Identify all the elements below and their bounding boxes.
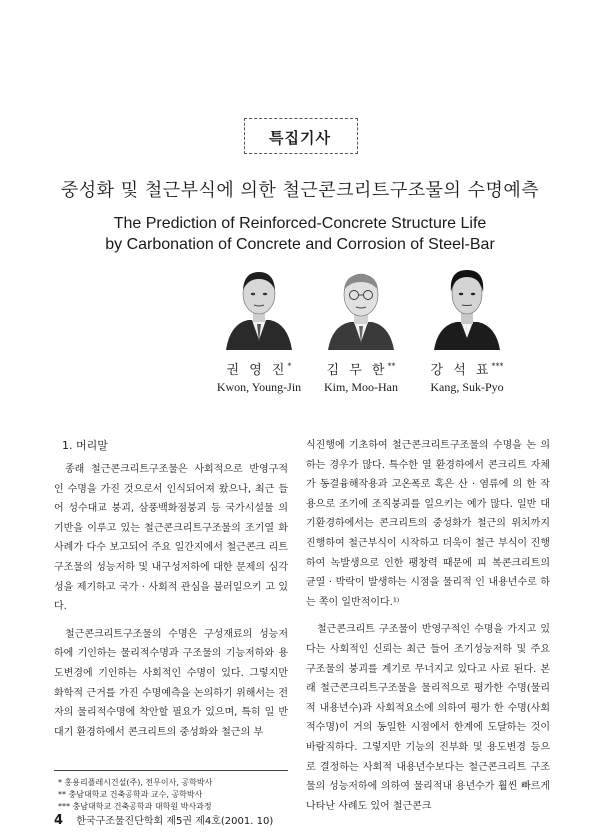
author-name-korean: 김 무 한** [326, 361, 396, 378]
author-name-korean: 권 영 진* [226, 361, 292, 378]
footnote: *** 충남대학교 건축공학과 대학원 박사과정 [58, 802, 212, 811]
author-photo [224, 262, 294, 350]
footnote: ** 충남대학교 건축공학과 교수, 공학박사 [58, 790, 203, 799]
author-name-english: Kang, Suk-Pyo [430, 380, 504, 394]
author-photo [326, 262, 396, 350]
page-number: 4 [54, 813, 64, 828]
title-english-line2: by Carbonation of Concrete and Corrosion of Steel-Bar [105, 236, 495, 253]
paragraph: 철근콘크리트구조물의 수명은 구성재료의 성능저 하에 기인하는 물리적수명과 구조물의 기능저하와 용 도변경에 기인하는 사회적인 수명이 있다. 그렇지만 화학적 근거를 가진 수명예측을 논의하기 위해서는 전자의 물리적수명에 착안할 필요가 있으며, 특히 일 반 대기 환경하에서 콘크리트의 중성화와 철근의 부 [54, 628, 288, 738]
section-heading: 1. 머리말 [62, 439, 108, 452]
footnote: * 홍용리플레시건설(주), 전무이사, 공학박사 [58, 778, 213, 787]
author-name-english: Kim, Moo-Han [324, 380, 398, 394]
paragraph: 종래 철근콘크리트구조물은 사회적으로 반영구적 인 수명을 가진 것으로서 인식되어져 왔으나, 최근 들어 성수대교 붕괴, 삼풍백화점붕괴 등 국가시설물 의 기반을 이루고 있는 철근콘크리트구조물의 조기열 화 사례가 다수 보고되어 주요 일간지에서 철근콘크 리트구조물의 성능저하 및 내구성저하에 대한 문제의 심각성을 제기하고 국가 · 사회적 관심을 불러일으키 고 있다. [54, 464, 289, 613]
author-name-korean: 강 석 표*** [430, 361, 504, 378]
author-3 [402, 262, 532, 395]
author-name-english: Kwon, Young-Jin [216, 380, 302, 394]
title-korean: 중성화 및 철근부식에 의한 철근콘크리트구조물의 수명예측 [60, 180, 540, 201]
title-english [0, 213, 600, 255]
paragraph: 철근콘크리트 구조물이 반영구적인 수명을 가지고 있다는 사회적인 신뢰는 최근 들어 조기성능저하 및 주요 구조물의 붕괴를 계기로 무너지고 있다고 사료 된다. 본래 철근콘크리트구조물을 물리적으로 평가한 수명(물리적 내용년수)과 사회적요소에 의하여 평가 한 수명(사회적수명)이 거의 동일한 시점에서 한계에 도달하는 것이 바람직하다. 그렇지만 기능의 진부화 및 용도변경 등으로 결정하는 사회적 내용년수보다는 철근콘크리트 구조물의 성능저하에 의하여 물리적내 용년수가 훨씬 빠르게 나타난 사례도 있어 철근콘크 [306, 624, 550, 812]
page-footer [54, 812, 273, 828]
journal-info: 한국구조물진단학회 제5권 제4호(2001. 10) [76, 816, 274, 827]
author-photo [432, 262, 502, 350]
right-column [306, 436, 550, 816]
left-column [54, 460, 288, 742]
footnotes [58, 777, 212, 813]
paragraph: 식진행에 기초하여 철근콘크리트구조물의 수명을 논 의하는 경우가 많다. 특수한 열 환경하에서 콘크리트 자체가 동결융해작용과 고온폭로 혹은 산 · 염류에 의 한 작용으로 조기에 조직붕괴를 일으키는 예가 많다. 일반 대기환경하에서는 콘크리트의 중성화가 철근의 위치까지 진행하여 철근부식이 시작하고 더욱이 철근 부식이 진행하여 녹발생으로 인한 팽창력 때문에 피 복콘크리트의 균열 · 박락이 발생하는 시점을 물리적 인 내용년수로 하는 쪽이 일반적이다.¹⁾ [306, 440, 550, 608]
section-tag: 특집기사 [269, 129, 331, 147]
title-english-line1: The Prediction of Reinforced-Concrete Structure Life [113, 215, 487, 232]
footnote-divider [54, 770, 288, 771]
